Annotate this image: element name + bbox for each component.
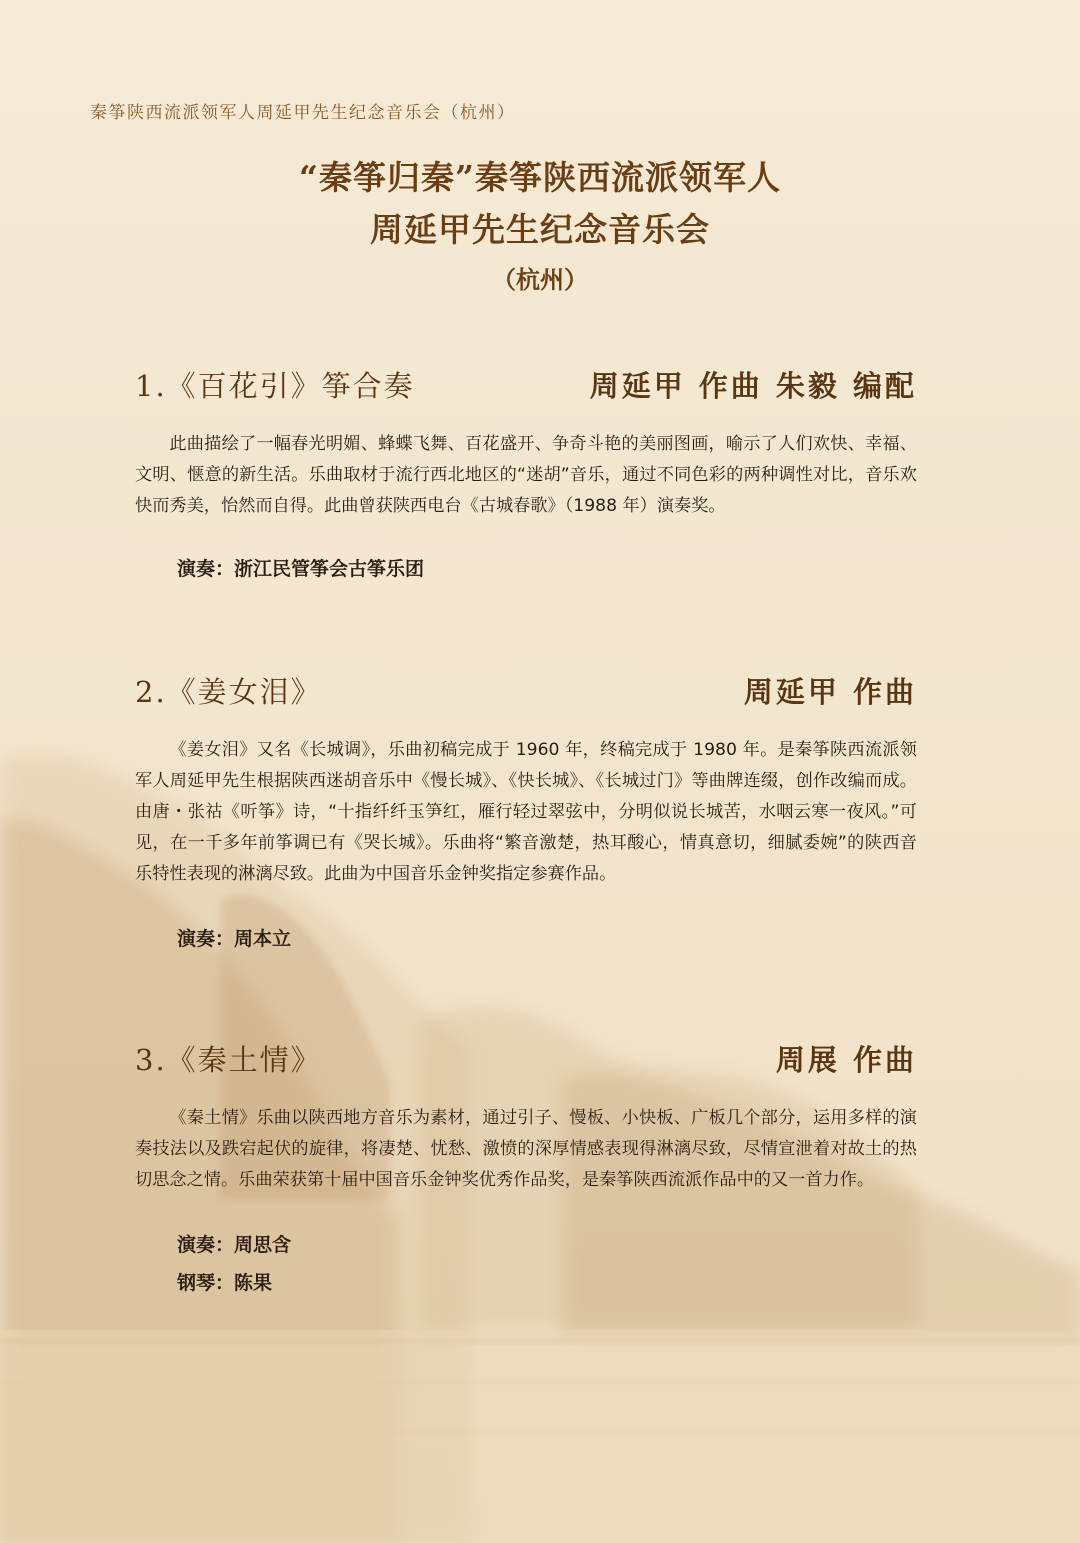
performer-line: 演奏：周本立 <box>177 928 292 950</box>
piece-title: 3.《秦土情》 <box>135 1043 322 1077</box>
piece-title: 2.《姜女泪》 <box>135 675 322 709</box>
performer-line: 演奏：浙江民管筝会古筝乐团 <box>177 558 425 580</box>
performer-list <box>135 550 917 588</box>
piece-title: 1.《百花引》筝合奏 <box>135 369 415 403</box>
composer-credit: 周展 作曲 <box>775 1043 917 1077</box>
piece-description: 《姜女泪》又名《长城调》，乐曲初稿完成于 1960 年，终稿完成于 1980 年。是秦筝陕西流派领军人周延甲先生根据陕西迷胡音乐中《慢长城》、《快长城》、《长城过门》等曲牌连缀，创作改编而成。由唐・张祜《听筝》诗，“十指纤纤玉笋红，雁行轻过翠弦中，分明似说长城苦，水咽云寒一夜风。”可见，在一千多年前筝调已有《哭长城》。乐曲将“繁音激楚，热耳酸心，情真意切，细腻委婉”的陕西音乐特性表现的淋漓尽致。此曲为中国音乐金钟奖指定参赛作品。 <box>135 740 917 884</box>
composer-credit: 周延甲 作曲 <box>743 675 917 709</box>
program-item-header <box>135 670 917 711</box>
program-item-3 <box>135 1038 917 1302</box>
performer-list <box>135 920 917 958</box>
composer-credit: 周延甲 作曲 朱毅 编配 <box>589 369 917 403</box>
title-line-2: 周延甲先生纪念音乐会 <box>370 210 710 249</box>
program-item-header <box>135 1038 917 1079</box>
piece-description: 《秦土情》乐曲以陕西地方音乐为素材，通过引子、慢板、小快板、广板几个部分，运用多样的演奏技法以及跌宕起伏的旋律，将凄楚、忧愁、激愤的深厚情感表现得淋漓尽致，尽情宣泄着对故土的热切思念之情。乐曲荣获第十届中国音乐金钟奖优秀作品奖，是秦筝陕西流派作品中的又一首力作。 <box>135 1108 917 1190</box>
title-line-1: “秦筝归秦”秦筝陕西流派领军人 <box>299 158 781 197</box>
performer-list <box>135 1226 917 1302</box>
program-item-header <box>135 364 917 405</box>
program-item-2 <box>135 670 917 958</box>
concert-title <box>0 152 1080 300</box>
title-line-3: （杭州） <box>492 265 588 294</box>
performer-line: 钢琴：陈果 <box>177 1272 273 1294</box>
program-item-1 <box>135 364 917 588</box>
piece-description: 此曲描绘了一幅春光明媚、蜂蝶飞舞、百花盛开、争奇斗艳的美丽图画，喻示了人们欢快、幸福、文明、惬意的新生活。乐曲取材于流行西北地区的“迷胡”音乐，通过不同色彩的两种调性对比，音乐欢快而秀美，怡然而自得。此曲曾获陕西电台《古城春歌》（1988 年）演奏奖。 <box>135 434 917 516</box>
running-header: 秦筝陕西流派领军人周延甲先生纪念音乐会（杭州） <box>90 103 516 123</box>
performer-line: 演奏：周思含 <box>177 1234 292 1256</box>
